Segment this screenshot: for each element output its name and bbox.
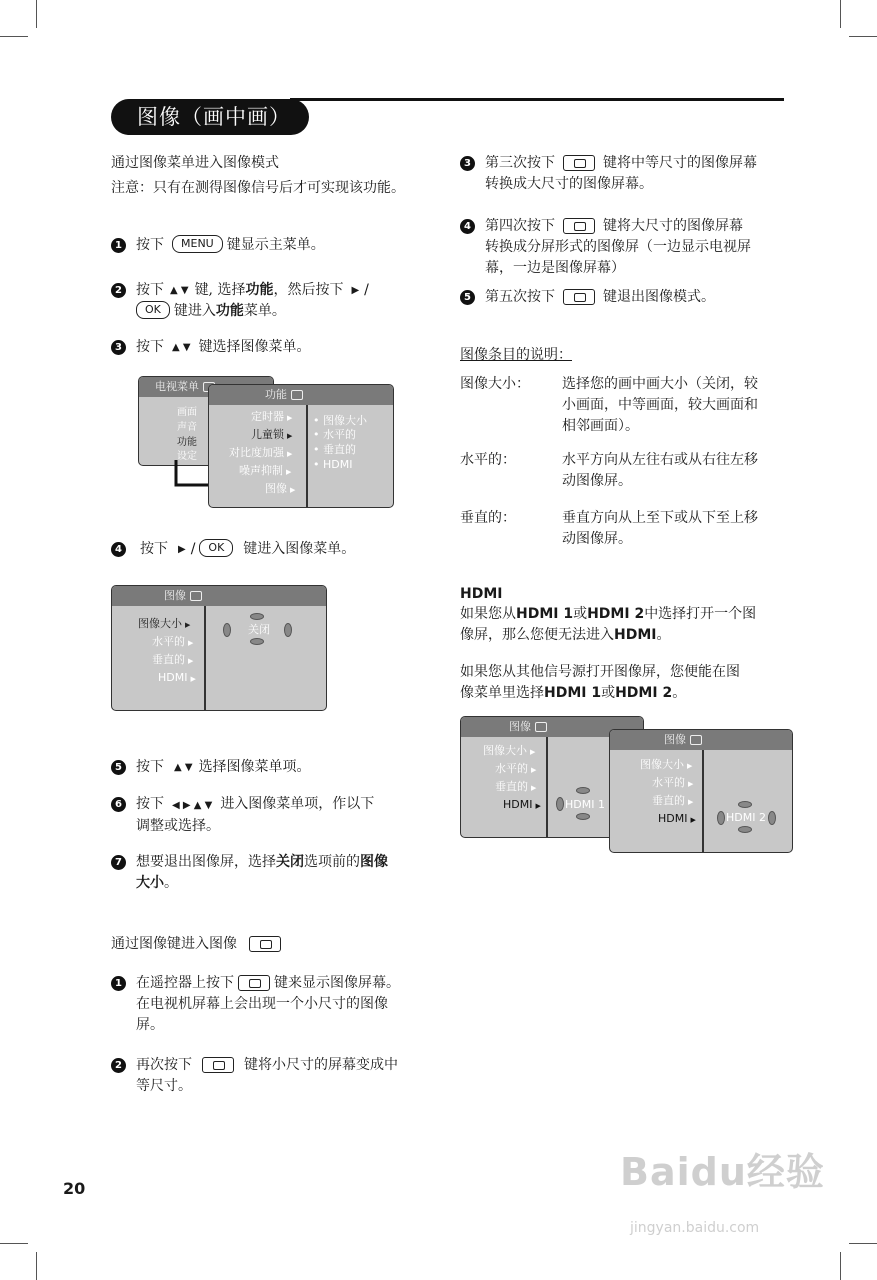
step-2: 2 按下 ▲ ▼ 键, 选择 功能 ，然后按下 ▶ / OK 键进入 功能 菜单。: [111, 280, 431, 322]
pip-key-icon: [563, 218, 595, 234]
submenu-item: • 垂直的: [313, 443, 356, 456]
menu-title: 图像: [509, 720, 531, 733]
tv-icon: [190, 591, 202, 601]
step-number: 3: [111, 340, 126, 355]
crop-mark: [36, 1252, 37, 1280]
menu-item: 噪声抑制 ▶: [239, 464, 292, 477]
menu-item: 垂直的 ▶: [152, 653, 194, 666]
desc-term: 图像大小：: [460, 376, 530, 392]
crop-mark: [0, 36, 28, 37]
page-title: 图像（画中画）: [111, 99, 309, 135]
nav-right-icon: [284, 623, 292, 637]
menu-item-selected: 功能: [177, 437, 197, 448]
menu-value: HDMI 1: [565, 798, 605, 811]
crop-mark: [840, 0, 841, 28]
step-number: 5: [111, 760, 126, 775]
menu-item: 儿童锁 ▶: [251, 428, 293, 441]
picture-menu: [111, 585, 327, 711]
menu-item: 图像大小 ▶: [640, 758, 693, 771]
menu-item: 图像大小 ▶: [483, 744, 536, 757]
right-arrow-icon: ▶: [351, 285, 360, 296]
menu-item: 设定: [177, 451, 197, 462]
menu-item: 图像大小 ▶: [138, 617, 191, 630]
desc-body: 水平方向从左往右或从右往左移 动图像屏。: [562, 452, 758, 489]
hdmi-para-1: 如果您从HDMI 1或HDMI 2中选择打开一个图 像屏，那么您便无法进入HDMI。: [460, 606, 757, 643]
crop-mark: [0, 1243, 28, 1244]
step-5: 5 按下 ▲ ▼ 选择图像菜单项。: [111, 757, 311, 778]
step-number: 3: [460, 156, 475, 171]
menu-key: MENU: [172, 235, 223, 253]
watermark-logo: Baidu经验: [620, 1150, 825, 1194]
crop-mark: [849, 1243, 877, 1244]
crop-mark: [840, 1252, 841, 1280]
step-t2: 2 再次按下 键将小尺寸的屏幕变成中 等尺寸。: [111, 1055, 441, 1097]
watermark-url: jingyan.baidu.com: [630, 1220, 760, 1236]
picture-menu-hdmi2: [609, 729, 793, 853]
step-3: 3 按下 ▲ ▼ 键选择图像菜单。: [111, 337, 311, 358]
step-number: 1: [111, 976, 126, 991]
nav-left-icon: [717, 811, 725, 825]
note-text: 只有在测得图像信号后才可实现该功能。: [153, 180, 405, 196]
menu-title: 电视菜单: [155, 380, 199, 393]
step-number: 6: [111, 797, 126, 812]
menu-item: 声音: [177, 422, 197, 433]
menu-title: 图像: [664, 733, 686, 746]
submenu-item: • HDMI: [313, 458, 353, 471]
four-arrows-icon: ◀ ▶ ▲ ▼: [172, 800, 213, 811]
up-down-arrows-icon: ▲ ▼: [172, 342, 191, 353]
nav-down-icon: [250, 638, 264, 645]
hdmi-title: HDMI: [460, 586, 503, 602]
menu-item: 对比度加强 ▶: [229, 446, 293, 459]
menu-item: 图像 ▶: [265, 482, 296, 495]
nav-down-icon: [576, 813, 590, 820]
ok-key: OK: [199, 539, 233, 557]
nav-up-icon: [738, 801, 752, 808]
menu-item: HDMI ▶: [158, 671, 196, 684]
step-1: 1 按下 MENU 键显示主菜单。: [111, 235, 325, 256]
menu-item: HDMI ▶: [503, 798, 541, 811]
tv-icon: [291, 390, 303, 400]
section-title: 通过图像键进入图像: [111, 934, 287, 955]
description-title: 图像条目的说明：: [460, 347, 572, 363]
up-down-arrows-icon: ▲ ▼: [174, 762, 193, 773]
function-menu: [208, 384, 394, 508]
menu-item: 垂直的 ▶: [495, 780, 537, 793]
section-title: 通过图像菜单进入图像模式: [111, 155, 279, 171]
nav-left-icon: [556, 797, 564, 811]
pip-key-icon: [202, 1057, 234, 1073]
menu-item: 定时器 ▶: [251, 410, 293, 423]
menu-item: 画面: [177, 407, 197, 418]
menu-item: 水平的 ▶: [652, 776, 694, 789]
nav-up-icon: [576, 787, 590, 794]
step-number: 4: [460, 219, 475, 234]
step-number: 5: [460, 290, 475, 305]
hdmi-para-2: 如果您从其他信号源打开图像屏，您便能在图 像菜单里选择HDMI 1或HDMI 2。: [460, 664, 740, 701]
nav-up-icon: [250, 613, 264, 620]
nav-right-icon: [768, 811, 776, 825]
pip-key-icon: [249, 936, 281, 952]
desc-term: 垂直的：: [460, 510, 516, 526]
step-number: 2: [111, 1058, 126, 1073]
step-r4: 4 第四次按下 键将大尺寸的图像屏幕 转换成分屏形式的图像屏（一边显示电视屏 幕，一边是图像屏幕）: [460, 216, 790, 279]
menu-item: 垂直的 ▶: [652, 794, 694, 807]
step-number: 2: [111, 283, 126, 298]
tv-icon: [690, 735, 702, 745]
up-down-arrows-icon: ▲ ▼: [170, 285, 189, 296]
page-number: 20: [63, 1179, 86, 1198]
step-6: 6 按下 ◀ ▶ ▲ ▼ 进入图像菜单项，作以下 调整或选择。: [111, 794, 431, 837]
nav-down-icon: [738, 826, 752, 833]
step-number: 7: [111, 855, 126, 870]
submenu-item: • 水平的: [313, 428, 356, 441]
menu-title: 图像: [164, 589, 186, 602]
step-7: 7 想要退出图像屏，选择关闭选项前的图像 大小。: [111, 852, 431, 894]
crop-mark: [36, 0, 37, 28]
pip-key-icon: [238, 975, 270, 991]
crop-mark: [849, 36, 877, 37]
menu-value: HDMI 2: [726, 811, 766, 824]
step-4: 4 按下 ▶ / OK 键进入图像菜单。: [111, 539, 355, 560]
step-number: 1: [111, 238, 126, 253]
menu-item: HDMI ▶: [658, 812, 696, 825]
menu-item: 水平的 ▶: [495, 762, 537, 775]
menu-title: 功能: [265, 388, 287, 401]
submenu-item: • 图像大小: [313, 414, 367, 427]
step-r3: 3 第三次按下 键将中等尺寸的图像屏幕 转换成大尺寸的图像屏幕。: [460, 153, 790, 195]
ok-key: OK: [136, 301, 170, 319]
nav-left-icon: [223, 623, 231, 637]
desc-term: 水平的：: [460, 452, 516, 468]
note: [111, 178, 431, 199]
desc-body: 选择您的画中画大小（关闭，较 小画面，中等画面，较大画面和 相邻画面）。: [562, 376, 758, 434]
right-arrow-icon: ▶: [178, 544, 186, 555]
note-label: 注意：: [111, 180, 153, 196]
desc-body: 垂直方向从上至下或从下至上移 动图像屏。: [562, 510, 758, 547]
step-r5: 5 第五次按下 键退出图像模式。: [460, 287, 790, 308]
menu-item: 水平的 ▶: [152, 635, 194, 648]
step-t1: 1 在遥控器上按下 键来显示图像屏幕。 在电视机屏幕上会出现一个小尺寸的图像 屏。: [111, 973, 441, 1036]
step-number: 4: [111, 542, 126, 557]
pip-key-icon: [563, 155, 595, 171]
pip-key-icon: [563, 289, 595, 305]
header-rule: [290, 98, 784, 101]
tv-icon: [535, 722, 547, 732]
menu-value: 关闭: [248, 623, 270, 636]
